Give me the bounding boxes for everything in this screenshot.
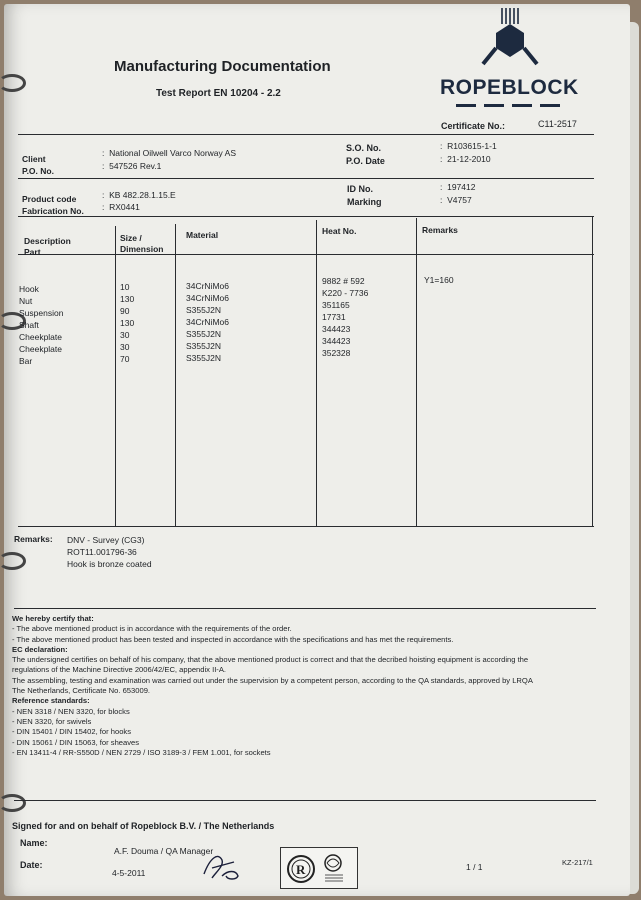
po-date-value: : 21-12-2010: [440, 154, 491, 164]
size-column: [120, 281, 134, 365]
table-cell: Cheekplate: [19, 344, 63, 354]
remarks-column: [424, 274, 454, 286]
table-cell: 30: [120, 342, 130, 352]
table-cell: 130: [120, 294, 135, 304]
table-cell: 70: [120, 354, 130, 364]
table-cell: Y1=160: [424, 275, 454, 285]
ec-heading: EC declaration:: [12, 644, 68, 654]
ropeblock-logo-icon: [480, 6, 540, 70]
table-col-divider: [316, 220, 317, 526]
table-cell: Shaft: [19, 320, 39, 330]
remarks-lines: DNV - Survey (CG3) ROT11.001796-36 Hook is bronze coated: [67, 535, 152, 569]
so-value: : R103615-1-1: [440, 141, 497, 151]
logo-dash: [484, 104, 504, 107]
table-cell: 9882 # 592: [322, 276, 365, 286]
table-cell: 34CrNiMo6: [186, 293, 229, 303]
logo-dash: [540, 104, 560, 107]
table-cell: S355J2N: [186, 329, 221, 339]
id-value: : 197412: [440, 182, 476, 192]
page-number: 1 / 1: [466, 862, 483, 872]
table-cell: 90: [120, 306, 130, 316]
table-cell: Hook: [19, 284, 39, 294]
binder-ring-icon: [0, 552, 26, 570]
table-cell: Suspension: [19, 308, 64, 318]
name-value: A.F. Douma / QA Manager: [114, 846, 214, 856]
header-remarks: Remarks: [422, 225, 458, 235]
table-cell: 17731: [322, 312, 346, 322]
certify-heading: We hereby certify that:: [12, 614, 94, 623]
header-size: Size / Dimension: [120, 233, 164, 254]
certification-stamp: [280, 847, 358, 889]
product-code-label: Product code: [22, 194, 77, 204]
product-code-value: : KB 482.28.1.15.E: [102, 190, 176, 200]
table-col-divider: [592, 216, 593, 526]
table-cell: K220 - 7736: [322, 288, 369, 298]
table-col-divider: [175, 224, 176, 526]
header-heat: Heat No.: [322, 226, 357, 236]
document-title: Manufacturing Documentation: [114, 58, 331, 75]
table-cell: S355J2N: [186, 353, 221, 363]
table-cell: 351165: [322, 300, 350, 310]
table-cell: 352328: [322, 348, 351, 358]
ropeblock-logo-text: ROPEBLOCK: [440, 76, 579, 99]
table-cell: S355J2N: [186, 305, 221, 315]
date-label: Date:: [20, 860, 43, 870]
svg-text:R: R: [296, 862, 306, 877]
table-header-border: [18, 254, 594, 255]
logo-dash: [512, 104, 532, 107]
po-value: : 547526 Rev.1: [102, 161, 162, 171]
table-cell: 344423: [322, 324, 351, 334]
handwritten-signature: [200, 848, 244, 884]
certificate-value: C11-2517: [538, 119, 577, 129]
signature-heading: Signed for and on behalf of Ropeblock B.V. / The Netherlands: [12, 821, 275, 831]
date-value: 4-5-2011: [112, 868, 146, 878]
fabrication-label: Fabrication No.: [22, 206, 84, 216]
client-value: : National Oilwell Varco Norway AS: [102, 148, 237, 158]
table-col-divider: [416, 218, 417, 526]
name-label: Name:: [20, 838, 48, 848]
binder-ring-icon: [0, 74, 26, 92]
heat-column: [322, 275, 368, 359]
table-top-border: [18, 216, 594, 217]
table-col-divider: [115, 226, 116, 526]
fabrication-value: : RX0441: [102, 202, 140, 212]
table-cell: Nut: [19, 296, 33, 306]
divider: [14, 608, 596, 609]
po-date-label: P.O. Date: [346, 156, 385, 166]
document-page: [4, 4, 630, 896]
client-label: Client: [22, 154, 46, 164]
table-cell: Bar: [19, 356, 33, 366]
header-material: Material: [186, 230, 219, 240]
marking-value: : V4757: [440, 195, 472, 205]
table-cell: 30: [120, 330, 130, 340]
logo-dash: [456, 104, 476, 107]
so-label: S.O. No.: [346, 143, 382, 153]
form-code: KZ-217/1: [562, 858, 593, 867]
table-cell: 344423: [322, 336, 351, 346]
table-cell: 34CrNiMo6: [186, 281, 229, 291]
material-column: [186, 280, 229, 364]
binder-ring-icon: [0, 794, 26, 812]
standards-heading: Reference standards:: [12, 696, 90, 706]
po-label: P.O. No.: [22, 166, 54, 176]
certification-block: We hereby certify that: - The above mentioned product is in accordance with the requirements of the order. - The above mentioned product has been tested and inspected in accordance with the specifications and has met the requirements. EC declaration: The undersigned certifies on behalf of his company, that the above mentioned product is correct and that the decribed hoisting equipment is according the regulations of the Machine Directive 2006/42/EC, appendix II-A. The assembling, testing and examination was carried out under the supervision by a competent person, according to the QA standards, approved by LRQA The Netherlands, Certificate No. 653009. Reference standards: - NEN 3318 / NEN 3320, for blocks - NEN 3320, for swivels - DIN 15401 / DIN 15402, for hooks - DIN 15061 / DIN 15063, for sheaves - EN 13411-4 / RR-S550D / NEN 2729 / ISO 3189-3 / FEM 1.001, for sockets: [12, 614, 533, 757]
table-cell: S355J2N: [186, 341, 221, 351]
divider: [18, 134, 594, 135]
table-cell: 10: [120, 282, 130, 292]
certificate-label: Certificate No.:: [441, 121, 506, 131]
divider: [18, 178, 594, 179]
marking-label: Marking: [347, 197, 382, 207]
table-cell: Cheekplate: [19, 332, 63, 342]
part-column: [19, 283, 63, 367]
table-bottom-border: [18, 526, 594, 527]
divider: [14, 800, 596, 801]
id-label: ID No.: [347, 184, 373, 194]
document-subtitle: Test Report EN 10204 - 2.2: [156, 88, 281, 99]
table-cell: 130: [120, 318, 135, 328]
remarks-label: Remarks:: [14, 534, 53, 544]
table-cell: 34CrNiMo6: [186, 317, 229, 327]
header-part: Description Part: [24, 236, 71, 257]
